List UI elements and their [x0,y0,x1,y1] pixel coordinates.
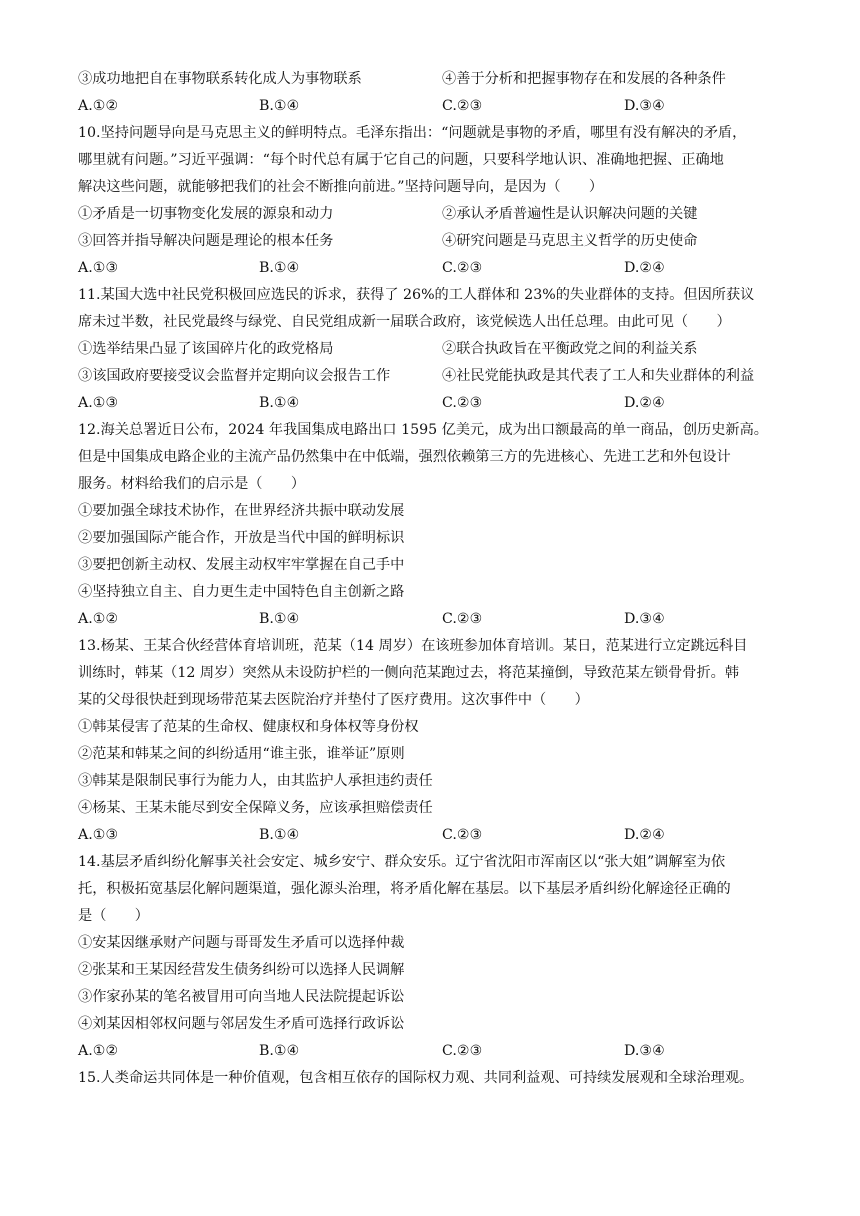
q15-stem-line-1: 15.人类命运共同体是一种价值观，包含相互依存的国际权力观、共同利益观、可持续发展观和全球治理观。 [78,1070,754,1086]
q14-stem-line-3: 是（ ） [78,908,149,924]
q11-choice-c: C.②③ [442,395,483,411]
q14-choice-d: D.③④ [624,1043,665,1059]
q13-choice-b: B.①④ [259,827,300,843]
q14-option-2: ②张某和王某因经营发生债务纠纷可以选择人民调解 [78,962,405,978]
q13-stem-line-2: 训练时，韩某（12 周岁）突然从未设防护栏的一侧向范某跑过去，将范某撞倒，导致范某左锁骨骨折。韩 [78,665,740,681]
q11-option-4: ④社民党能执政是其代表了工人和失业群体的利益 [442,368,755,384]
q13-choice-d: D.②④ [624,827,665,843]
q12-option-4: ④坚持独立自主、自力更生走中国特色自主创新之路 [78,584,405,600]
q14-option-1: ①安某因继承财产问题与哥哥发生矛盾可以选择仲裁 [78,935,405,951]
q13-stem-line-1: 13.杨某、王某合伙经营体育培训班，范某（14 周岁）在该班参加体育培训。某日，范某进行立定跳远科目 [78,638,748,654]
q12-option-1: ①要加强全球技术协作，在世界经济共振中联动发展 [78,503,405,519]
q9-choice-a: A.①② [78,98,119,114]
q12-stem-line-1: 12.海关总署近日公布，2024 年我国集成电路出口 1595 亿美元，成为出口额最高的单一商品，创历史新高。 [78,422,768,438]
q10-stem-line-2: 哪里就有问题。”习近平强调：“每个时代总有属于它自己的问题，只要科学地认识、准确地把握、正确地 [78,152,724,168]
q14-choice-a: A.①② [78,1043,119,1059]
q11-option-3: ③该国政府要接受议会监督并定期向议会报告工作 [78,368,391,384]
q10-option-2: ②承认矛盾普遍性是认识解决问题的关键 [442,206,698,222]
q9-options-row-2 [78,69,726,89]
q13-option-4: ④杨某、王某未能尽到安全保障义务，应该承担赔偿责任 [78,800,433,816]
q13-choice-c: C.②③ [442,827,483,843]
q13-choice-a: A.①③ [78,827,119,843]
q10-stem-line-3: 解决这些问题，就能够把我们的社会不断推向前进。”坚持问题导向，是因为（ ） [78,179,604,195]
q10-option-3: ③回答并指导解决问题是理论的根本任务 [78,233,334,249]
q14-option-4: ④刘某因相邻权问题与邻居发生矛盾可选择行政诉讼 [78,1016,405,1032]
q14-choice-b: B.①④ [259,1043,300,1059]
q14-stem-line-2: 托，积极拓宽基层化解问题渠道，强化源头治理，将矛盾化解在基层。以下基层矛盾纠纷化解途径正确的 [78,881,731,897]
q9-choice-c: C.②③ [442,98,483,114]
q9-choice-b: B.①④ [259,98,300,114]
q12-stem-line-2: 但是中国集成电路企业的主流产品仍然集中在中低端，强烈依赖第三方的先进核心、先进工艺和外包设计 [78,449,731,465]
q11-choice-a: A.①③ [78,395,119,411]
q12-stem-line-3: 服务。材料给我们的启示是（ ） [78,476,306,492]
q9-choice-d: D.③④ [624,98,665,114]
q13-option-2: ②范某和韩某之间的纠纷适用“谁主张，谁举证”原则 [78,746,405,762]
q12-choice-d: D.③④ [624,611,665,627]
q10-options-row-2 [78,231,698,251]
q11-choice-d: D.②④ [624,395,665,411]
q11-choice-b: B.①④ [259,395,300,411]
q9-option-4: ④善于分析和把握事物存在和发展的各种条件 [442,71,726,87]
q14-stem-line-1: 14.基层矛盾纠纷化解事关社会安定、城乡安宁、群众安乐。辽宁省沈阳市浑南区以“张大姐”调解室为依 [78,854,726,870]
q10-options-row-1 [78,204,698,224]
q11-option-2: ②联合执政旨在平衡政党之间的利益关系 [442,341,698,357]
q14-choice-c: C.②③ [442,1043,483,1059]
q12-choice-c: C.②③ [442,611,483,627]
q11-options-row-1 [78,339,698,359]
q13-stem-line-3: 某的父母很快赶到现场带范某去医院治疗并垫付了医疗费用。这次事件中（ ） [78,692,589,708]
q12-choice-a: A.①② [78,611,119,627]
q12-option-2: ②要加强国际产能合作，开放是当代中国的鲜明标识 [78,530,405,546]
q10-choice-b: B.①④ [259,260,300,276]
q14-option-3: ③作家孙某的笔名被冒用可向当地人民法院提起诉讼 [78,989,405,1005]
q12-choice-b: B.①④ [259,611,300,627]
q11-stem-line-2: 席未过半数，社民党最终与绿党、自民党组成新一届联合政府，该党候选人出任总理。由此可见（ ） [78,314,731,330]
q10-choice-d: D.②④ [624,260,665,276]
q9-option-3: ③成功地把自在事物联系转化成人为事物联系 [78,71,362,87]
q10-stem-line-1: 10.坚持问题导向是马克思主义的鲜明特点。毛泽东指出：“问题就是事物的矛盾，哪里有没有解决的矛盾， [78,125,747,141]
q12-option-3: ③要把创新主动权、发展主动权牢牢掌握在自己手中 [78,557,405,573]
q11-option-1: ①选举结果凸显了该国碎片化的政党格局 [78,341,334,357]
q11-options-row-2 [78,366,755,386]
q10-option-4: ④研究问题是马克思主义哲学的历史使命 [442,233,698,249]
q13-option-1: ①韩某侵害了范某的生命权、健康权和身体权等身份权 [78,719,419,735]
q10-choice-c: C.②③ [442,260,483,276]
q11-stem-line-1: 11.某国大选中社民党积极回应选民的诉求，获得了 26%的工人群体和 23%的失业群体的支持。但因所获议 [78,287,755,303]
q10-option-1: ①矛盾是一切事物变化发展的源泉和动力 [78,206,334,222]
q10-choice-a: A.①③ [78,260,119,276]
q13-option-3: ③韩某是限制民事行为能力人，由其监护人承担违约责任 [78,773,433,789]
